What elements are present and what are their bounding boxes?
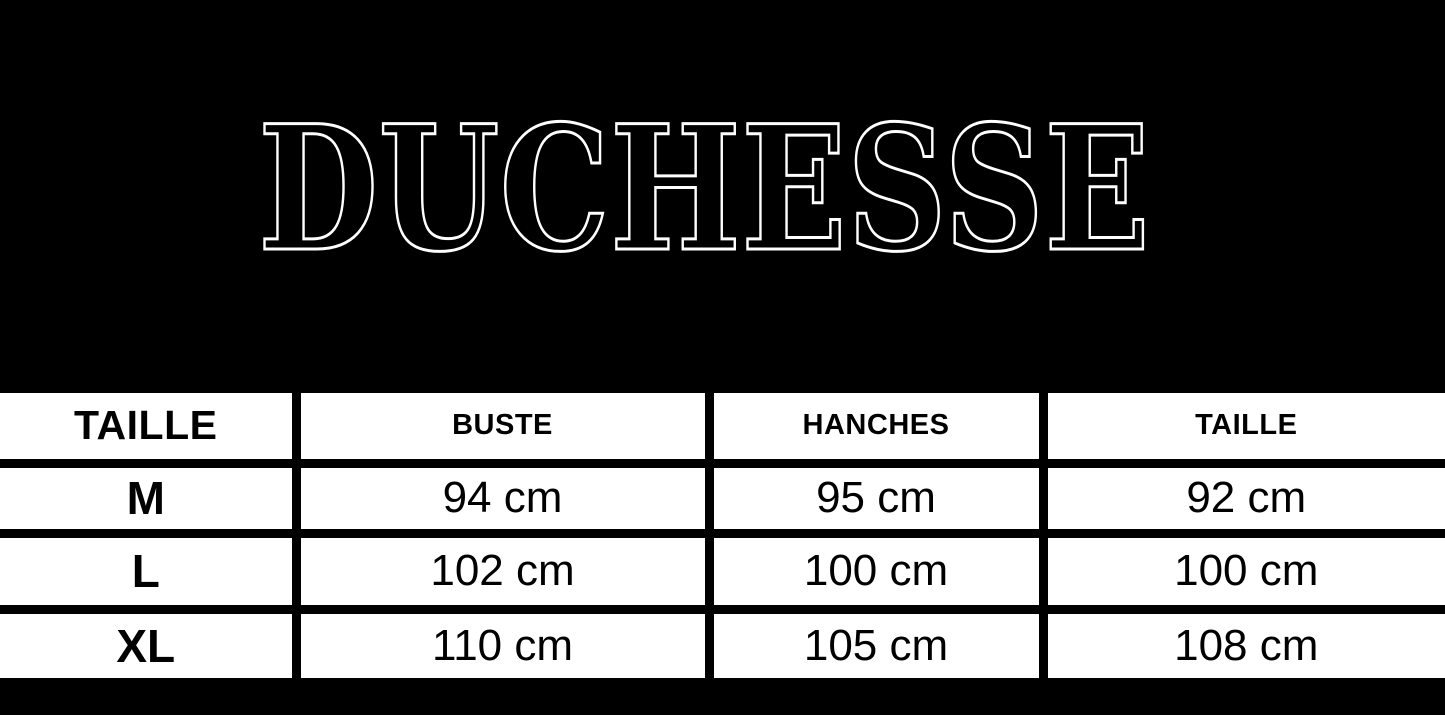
table-header-row [0, 393, 1445, 463]
brand-logo-text: DUCHESSE [258, 87, 1150, 290]
waist-value: 100 cm [1043, 533, 1445, 609]
header-hips: HANCHES [709, 393, 1043, 463]
hips-value: 100 cm [709, 533, 1043, 609]
waist-value: 108 cm [1043, 609, 1445, 681]
bust-value: 102 cm [296, 533, 709, 609]
table-row-m [0, 463, 1445, 533]
size-label: L [0, 533, 296, 609]
table-row-xl [0, 609, 1445, 681]
bust-value: 110 cm [296, 609, 709, 681]
size-chart-table [0, 393, 1445, 685]
header-waist: TAILLE [1043, 393, 1445, 463]
hips-value: 95 cm [709, 463, 1043, 533]
bust-value: 94 cm [296, 463, 709, 533]
table-row-l [0, 533, 1445, 609]
size-label: XL [0, 609, 296, 681]
hips-value: 105 cm [709, 609, 1043, 681]
header-size: TAILLE [0, 393, 296, 463]
waist-value: 92 cm [1043, 463, 1445, 533]
size-label: M [0, 463, 296, 533]
size-chart-container [0, 393, 1445, 715]
header-bust: BUSTE [296, 393, 709, 463]
